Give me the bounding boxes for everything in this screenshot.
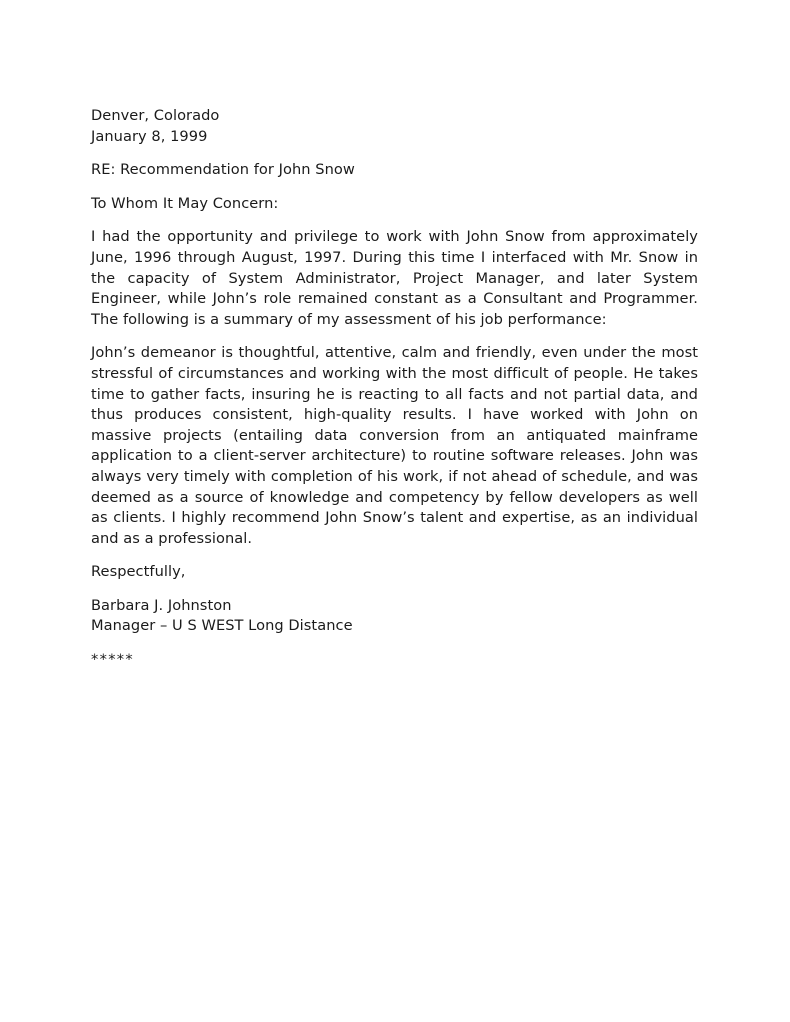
letter-body xyxy=(91,106,698,671)
letterhead-address xyxy=(91,106,698,147)
address-city-state: Denver, Colorado xyxy=(91,107,220,124)
signer-name: Barbara J. Johnston xyxy=(91,596,232,614)
subject-line: RE: Recommendation for John Snow xyxy=(91,161,355,179)
salutation-line: To Whom It May Concern: xyxy=(91,194,279,212)
closing-line: Respectfully, xyxy=(91,563,186,581)
body-paragraph: I had the opportunity and privilege to work with John Snow from approximately June, 1996 through August, 1997. During this time I interfaced with Mr. Snow in the capacity of System Administrator, Project Manager, and later System Engineer, while John’s role remained constant as a Consultant and Programmer. The following is a summary of my assessment of his job performance: xyxy=(91,228,698,328)
footer-marker: ***** xyxy=(91,651,134,669)
body-paragraph: John’s demeanor is thoughtful, attentive, calm and friendly, even under the most stressful of circumstances and working with the most difficult of people. He takes time to gather facts, insuring he is reacting to all facts and not partial data, and thus produces consistent, high-quality results. I have worked with John on massive projects (entailing data conversion from an antiquated mainframe application to a client-server architecture) to routine software releases. John was always very timely with completion of his work, if not ahead of schedule, and was deemed as a source of knowledge and competency by fellow developers as well as clients. I highly recommend John Snow’s talent and expertise, as an individual and as a professional. xyxy=(91,344,698,547)
address-date: January 8, 1999 xyxy=(91,127,208,145)
signer-title: Manager – U S WEST Long Distance xyxy=(91,617,353,635)
signature-block xyxy=(91,596,698,637)
